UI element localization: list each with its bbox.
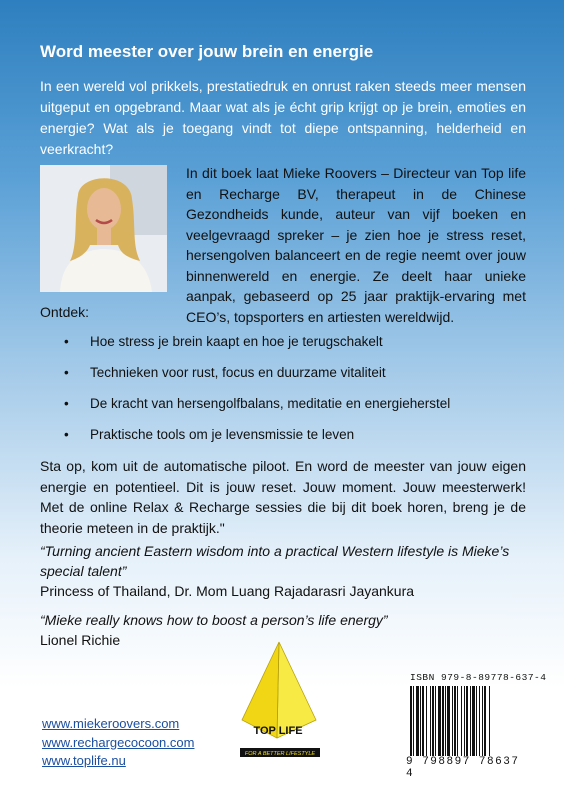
- barcode-bar: [426, 686, 427, 756]
- testimonial-author: Princess of Thailand, Dr. Mom Luang Rajadarasri Jayankura: [40, 583, 415, 599]
- testimonial-author: Lionel Richie: [40, 632, 121, 648]
- testimonial-1: [40, 541, 526, 601]
- back-cover-title: Word meester over jouw brein en energie: [40, 42, 374, 61]
- barcode-bar: [466, 686, 468, 756]
- logo-tagline: FOR A BETTER LIFESTYLE: [244, 751, 316, 757]
- barcode-bar: [470, 686, 471, 756]
- barcode-bar: [461, 686, 462, 756]
- testimonial-quote: “Turning ancient Eastern wisdom into a practical Western lifestyle is Mieke’s special talent”: [40, 543, 510, 579]
- barcode-bar: [438, 686, 441, 756]
- barcode-bar: [454, 686, 456, 756]
- barcode-bar: [447, 686, 450, 756]
- barcode-bar: [476, 686, 477, 756]
- isbn-label: ISBN 979-8-89778-637-4: [410, 672, 547, 683]
- barcode-bar: [479, 686, 480, 756]
- discover-label: Ontdek:: [40, 304, 90, 320]
- barcode-bar: [435, 686, 436, 756]
- closing-paragraph: Sta op, kom uit de automatische piloot. En word de meester van jouw eigen energie en potentieel. Dit is jouw reset. Jouw moment. Jouw meesterwerk! Met de online Relax & Recharge sessies die bij dit boek horen, breng je de theorie meteen in de praktijk.": [40, 458, 526, 536]
- barcode-bar: [445, 686, 446, 756]
- link-miekeroovers[interactable]: www.miekeroovers.com: [42, 716, 180, 731]
- barcode-bar: [432, 686, 434, 756]
- barcode-bar: [420, 686, 421, 756]
- barcode-bar: [484, 686, 486, 756]
- barcode-bar: [452, 686, 453, 756]
- barcode-bar: [430, 686, 431, 756]
- website-links: [42, 715, 194, 771]
- pyramid-logo-icon: [232, 640, 322, 760]
- list-item: • Technieken voor rust, focus en duurzame vitaliteit: [60, 365, 530, 396]
- intro-paragraph: In een wereld vol prikkels, prestatiedruk en onrust raken steeds meer mensen uitgeput en opgebrand. Maar wat als je écht grip krijgt op je brein, emoties en energie? Wat als je toegang vindt tot diepe ontspanning, helderheid en veerkracht?: [40, 78, 526, 157]
- barcode-bar: [413, 686, 414, 756]
- barcode-bar: [489, 686, 490, 756]
- barcode-bar: [422, 686, 424, 756]
- barcode-bar: [457, 686, 458, 756]
- barcode-bar: [472, 686, 475, 756]
- testimonial-quote: “Mieke really knows how to boost a person’s life energy”: [40, 612, 388, 628]
- discover-list: [60, 334, 530, 458]
- logo-name: TOP LIFE: [253, 725, 303, 737]
- barcode-bar: [416, 686, 419, 756]
- list-item: • Praktische tools om je levensmissie te leven: [60, 427, 530, 458]
- barcode-bar: [410, 686, 412, 756]
- list-item: • Hoe stress je brein kaapt en hoe je terugschakelt: [60, 334, 530, 365]
- author-photo: [40, 165, 167, 292]
- barcode-bar: [464, 686, 465, 756]
- link-toplife[interactable]: www.toplife.nu: [42, 753, 126, 768]
- barcode-bar: [482, 686, 483, 756]
- top-life-logo: [232, 640, 322, 760]
- barcode-bar: [442, 686, 444, 756]
- barcode-digits: 9 798897 78637 4: [404, 756, 530, 780]
- link-rechargecocoon[interactable]: www.rechargecocoon.com: [42, 734, 195, 750]
- author-bio: In dit boek laat Mieke Roovers – Directeur van Top life en Recharge BV, therapeut in de Chinese Gezondheids kunde, auteur van vijf boeken en veelgevraagd spreker – je zien hoe je stress reset, hersengolven balanceert en de regie neemt over jouw binnenwereld en energie. Ze deelt haar unieke aanpak, gebaseerd op 25 jaar praktijk-ervaring met CEO’s, topsporters en artiesten wereldwijd.: [186, 165, 526, 325]
- list-item: • De kracht van hersengolfbalans, meditatie en energieherstel: [60, 396, 530, 427]
